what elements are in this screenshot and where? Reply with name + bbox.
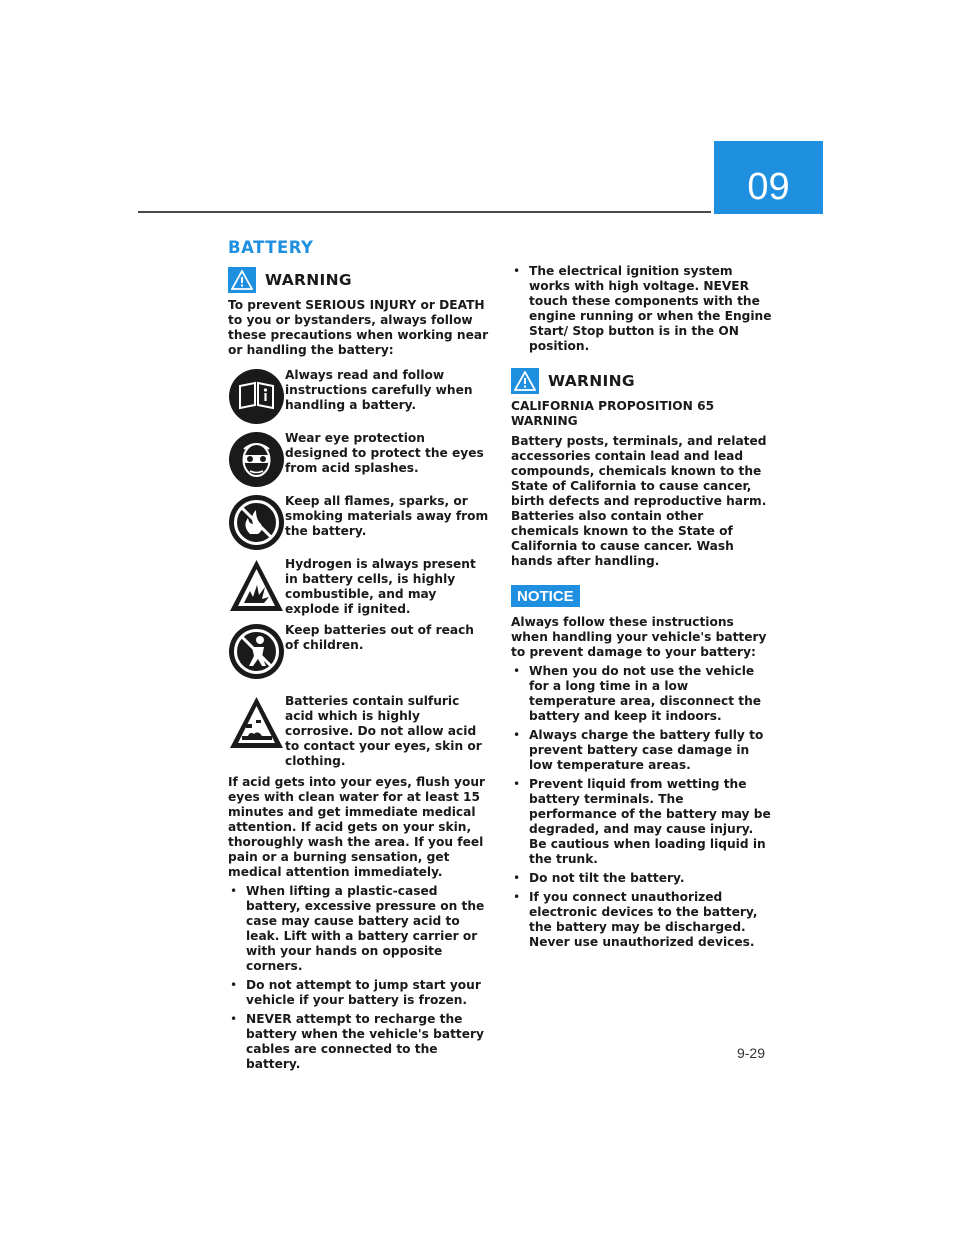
list-item: • When lifting a plastic-cased battery, excessive pressure on the case may cause battery acid to leak. Lift with a battery carrier or with your hands on opposite corners. bbox=[228, 884, 490, 974]
list-item: • The electrical ignition system works with high voltage. NEVER touch these components with the engine running or when the Engine Start/ Stop button is in the ON position. bbox=[511, 264, 773, 354]
warning-label: WARNING bbox=[548, 371, 635, 390]
notice-block bbox=[511, 585, 773, 615]
icon-text: Keep all flames, sparks, or smoking materials away from the battery. bbox=[285, 494, 489, 538]
prop65-title: CALIFORNIA PROPOSITION 65 WARNING bbox=[511, 399, 715, 428]
right-column bbox=[511, 264, 773, 954]
notice-label: NOTICE bbox=[511, 585, 580, 607]
list-item: • When you do not use the vehicle for a long time in a low temperature area, disconnect the battery and keep it indoors. bbox=[511, 664, 773, 724]
warning-icon bbox=[228, 267, 256, 293]
icon-row bbox=[228, 431, 490, 488]
header-rule bbox=[138, 211, 711, 213]
left-column bbox=[228, 267, 490, 1076]
read-manual-icon bbox=[228, 368, 285, 425]
corrosive-hazard-icon bbox=[228, 694, 285, 751]
list-item: • If you connect unauthorized electronic devices to the battery, the battery may be discharged. Never use unauthorized devices. bbox=[511, 890, 773, 950]
notice-intro: Always follow these instructions when handling your vehicle's battery to prevent damage to your battery: bbox=[511, 615, 767, 659]
icon-row bbox=[228, 494, 490, 551]
icon-row bbox=[228, 557, 490, 617]
no-flames-icon bbox=[228, 494, 285, 551]
icon-text: Wear eye protection designed to protect the eyes from acid splashes. bbox=[285, 431, 484, 475]
icon-text: Always read and follow instructions carefully when handling a battery. bbox=[285, 368, 473, 412]
list-item: • Do not tilt the battery. bbox=[511, 871, 773, 886]
icon-row bbox=[228, 694, 490, 769]
warning-label: WARNING bbox=[265, 270, 352, 289]
left-bullet-list bbox=[228, 884, 490, 1072]
section-title: BATTERY bbox=[228, 238, 314, 257]
acid-paragraph: If acid gets into your eyes, flush your eyes with clean water for at least 15 minutes and get immediate medical attention. If acid gets on your skin, thoroughly wash the area. If you feel pain or a burning sensation, get medical attention immediately. bbox=[228, 775, 486, 879]
right-bullet-list-top bbox=[511, 264, 773, 354]
chapter-number: 09 bbox=[747, 166, 790, 208]
explosion-hazard-icon bbox=[228, 557, 285, 614]
warning-header bbox=[511, 368, 773, 394]
keep-away-children-icon bbox=[228, 623, 285, 680]
warning-icon bbox=[511, 368, 539, 394]
icon-row bbox=[228, 623, 490, 680]
warning-header bbox=[228, 267, 490, 293]
list-item: • Do not attempt to jump start your vehicle if your battery is frozen. bbox=[228, 978, 490, 1008]
chapter-tab bbox=[714, 141, 823, 214]
icon-text: Keep batteries out of reach of children. bbox=[285, 623, 474, 652]
icon-row bbox=[228, 368, 490, 425]
list-item: • Prevent liquid from wetting the battery terminals. The performance of the battery may be degraded, and may cause injury. Be cautious when loading liquid in the trunk. bbox=[511, 777, 773, 867]
prop65-text: Battery posts, terminals, and related accessories contain lead and lead compounds, chemicals known to the State of California to cause cancer, birth defects and reproductive harm. Batteries also contain other chemicals known to the State of California to cause cancer. Wash hands after handling. bbox=[511, 434, 767, 568]
notice-bullet-list bbox=[511, 664, 773, 950]
list-item: • NEVER attempt to recharge the battery when the vehicle's battery cables are connected to the battery. bbox=[228, 1012, 490, 1072]
icon-text: Hydrogen is always present in battery cells, is highly combustible, and may explode if ignited. bbox=[285, 557, 476, 616]
list-item: • Always charge the battery fully to prevent battery case damage in low temperature areas. bbox=[511, 728, 773, 773]
eye-protection-icon bbox=[228, 431, 285, 488]
page-number: 9-29 bbox=[736, 1045, 765, 1061]
icon-text: Batteries contain sulfuric acid which is highly corrosive. Do not allow acid to contact your eyes, skin or clothing. bbox=[285, 694, 482, 768]
warning-intro: To prevent SERIOUS INJURY or DEATH to you or bystanders, always follow these precautions when working near or handling the battery: bbox=[228, 298, 489, 357]
